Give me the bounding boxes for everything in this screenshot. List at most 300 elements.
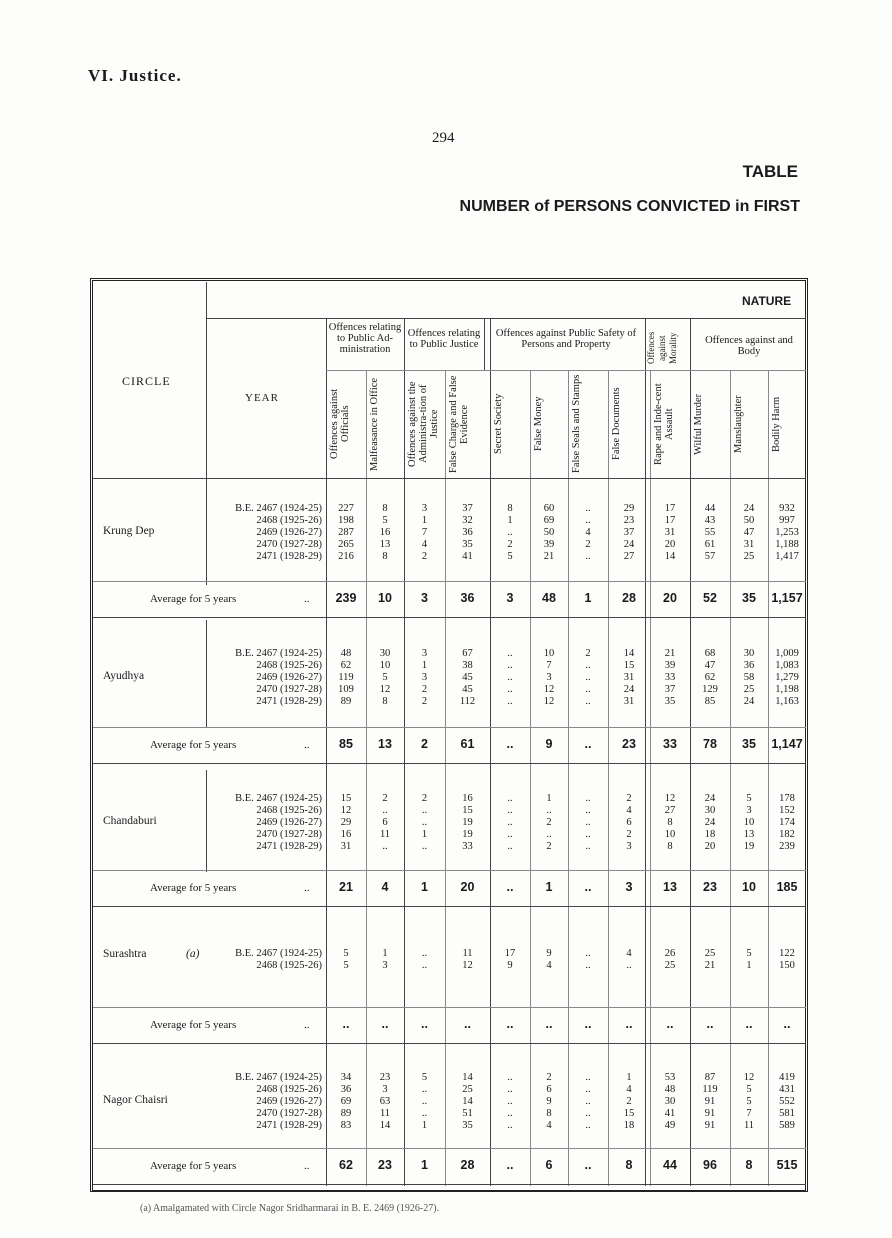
table-cell: 29 (623, 503, 635, 514)
table-cell: 1 (421, 660, 428, 671)
table-cell: 25 (704, 948, 716, 959)
table-cell: 12 (543, 696, 555, 707)
average-cell: .. (584, 880, 592, 894)
column-rule (206, 282, 207, 585)
table-cell: 129 (702, 684, 718, 695)
table-cell: 1 (421, 1120, 428, 1131)
table-cell: 30 (704, 805, 716, 816)
column-rule (206, 770, 207, 872)
table-cell: 37 (462, 503, 473, 514)
average-cell: 48 (542, 591, 556, 605)
table-cell: 4 (546, 960, 552, 971)
year-label: 2471 (1928-29) (256, 696, 322, 707)
table-cell: 119 (338, 672, 354, 683)
circle-name: Krung Dep (103, 525, 155, 537)
table-cell: 5 (382, 672, 388, 683)
table-cell: 4 (626, 805, 632, 816)
table-cell: .. (421, 817, 428, 828)
table-cell: 2 (382, 793, 388, 804)
table-cell: 5 (343, 960, 349, 971)
table-cell: 37 (664, 684, 676, 695)
group-morality: Offences against Morality (646, 331, 678, 365)
table-cell: 36 (743, 660, 755, 671)
table-cell: 30 (379, 648, 391, 659)
table-cell: 1,253 (775, 527, 799, 538)
year-label: B.E. 2467 (1924-25) (235, 793, 322, 804)
average-cell: 28 (622, 591, 636, 605)
row-rule (93, 1007, 806, 1008)
table-cell: 36 (462, 527, 473, 538)
table-cell: 2 (421, 551, 428, 562)
average-cell: 1,157 (771, 591, 803, 605)
average-cell: .. (506, 737, 514, 751)
table-cell: 419 (779, 1072, 795, 1083)
table-cell: 5 (746, 948, 752, 959)
table-cell: 17 (664, 503, 676, 514)
table-cell: 38 (462, 660, 473, 671)
table-cell: 20 (664, 539, 676, 550)
column-rule (568, 370, 569, 1186)
row-rule (93, 617, 806, 618)
average-cell: 13 (663, 880, 677, 894)
table-cell: 61 (704, 539, 716, 550)
table-cell: .. (585, 793, 591, 804)
column-header: Rape and Inde-cent Assault (653, 383, 675, 465)
average-cell: .. (584, 1158, 592, 1172)
average-label: Average for 5 years (150, 1019, 237, 1031)
average-cell: 78 (703, 737, 717, 751)
table-cell: 1,198 (775, 684, 799, 695)
table-cell: 62 (704, 672, 716, 683)
table-cell: 1,417 (775, 551, 799, 562)
table-cell: 8 (667, 817, 673, 828)
table-cell: 29 (340, 817, 352, 828)
average-cell: 3 (506, 591, 514, 605)
table-cell: 3 (421, 672, 428, 683)
table-cell: 68 (704, 648, 716, 659)
table-cell: .. (585, 1108, 591, 1119)
table-cell: 25 (743, 551, 755, 562)
average-cell: .. (421, 1017, 428, 1031)
table-cell: 18 (623, 1120, 635, 1131)
average-cell: 35 (742, 591, 756, 605)
table-cell: 14 (379, 1120, 391, 1131)
table-cell: 24 (743, 696, 755, 707)
table-cell: 20 (704, 841, 716, 852)
table-cell: 15 (623, 1108, 635, 1119)
circle-name: Ayudhya (103, 670, 145, 682)
table-cell: 216 (338, 551, 354, 562)
table-cell: 174 (779, 817, 795, 828)
column-rule (608, 370, 609, 1186)
circle-name: Surashtra (103, 948, 147, 960)
average-cell: 8 (745, 1158, 753, 1172)
table-cell: 122 (779, 948, 795, 959)
table-cell: 2 (626, 829, 632, 840)
table-cell: 1 (626, 1072, 632, 1083)
table-cell: .. (585, 672, 591, 683)
table-cell: .. (421, 1084, 428, 1095)
table-cell: .. (585, 660, 591, 671)
average-cell: 36 (460, 591, 475, 605)
table-cell: 33 (664, 672, 676, 683)
row-rule (93, 1148, 806, 1149)
table-cell: .. (585, 515, 591, 526)
table-cell: 2 (585, 539, 591, 550)
table-cell: .. (421, 1108, 428, 1119)
average-cell: 28 (460, 1158, 475, 1172)
table-cell: 265 (338, 539, 354, 550)
table-cell: 119 (702, 1084, 718, 1095)
table-cell: 8 (667, 841, 673, 852)
year-label: 2471 (1928-29) (256, 841, 322, 852)
table-cell: 10 (379, 660, 391, 671)
table-cell: 8 (507, 503, 513, 514)
column-rule (490, 318, 491, 1186)
average-cell: 13 (378, 737, 392, 751)
table-cell: 53 (664, 1072, 676, 1083)
table-cell: 11 (379, 1108, 391, 1119)
table-cell: 4 (626, 948, 632, 959)
average-cell: 10 (742, 880, 756, 894)
year-label: B.E. 2467 (1924-25) (235, 648, 322, 659)
table-cell: .. (507, 829, 513, 840)
table-cell: 25 (743, 684, 755, 695)
average-cell: 239 (335, 591, 357, 605)
average-cell: .. (506, 1017, 514, 1031)
table-cell: .. (507, 805, 513, 816)
table-cell: .. (421, 805, 428, 816)
table-cell: 50 (543, 527, 555, 538)
year-label: 2469 (1926-27) (256, 527, 322, 538)
table-cell: 2 (546, 841, 552, 852)
year-label: 2470 (1927-28) (256, 1108, 322, 1119)
average-cell: 44 (663, 1158, 677, 1172)
average-cell: 61 (460, 737, 475, 751)
table-cell: 4 (626, 1084, 632, 1095)
column-rule (445, 370, 446, 1186)
row-rule (93, 870, 806, 871)
table-cell: 12 (462, 960, 473, 971)
average-cell: 2 (421, 737, 428, 751)
average-cell: 20 (460, 880, 475, 894)
column-rule (530, 370, 531, 1186)
average-cell: 35 (742, 737, 756, 751)
year-label: 2471 (1928-29) (256, 1120, 322, 1131)
table-cell: 63 (379, 1096, 391, 1107)
average-cell: 8 (625, 1158, 633, 1172)
average-cell: 1 (421, 1158, 428, 1172)
table-cell: 3 (382, 960, 388, 971)
table-cell: 5 (746, 793, 752, 804)
table-cell: 10 (543, 648, 555, 659)
table-cell: .. (585, 1120, 591, 1131)
table-cell: 91 (704, 1096, 716, 1107)
table-cell: 69 (543, 515, 555, 526)
table-cell: 5 (746, 1084, 752, 1095)
table-cell: 83 (340, 1120, 352, 1131)
average-cell: 1 (421, 880, 428, 894)
average-cell: .. (783, 1017, 791, 1031)
average-cell: 20 (663, 591, 677, 605)
table-cell: .. (585, 841, 591, 852)
average-cell: .. (506, 1158, 514, 1172)
table-cell: 9 (546, 948, 552, 959)
table-cell: 17 (504, 948, 516, 959)
nature-header: NATURE (742, 294, 792, 308)
average-cell: 85 (339, 737, 353, 751)
table-cell: 6 (626, 817, 632, 828)
row-rule (326, 370, 806, 371)
table-cell: 6 (546, 1084, 552, 1095)
table-cell: 109 (338, 684, 354, 695)
table-cell: 9 (507, 960, 513, 971)
average-cell: .. (381, 1017, 389, 1031)
average-cell: 3 (421, 591, 428, 605)
table-cell: 7 (546, 660, 552, 671)
table-cell: .. (585, 817, 591, 828)
table-cell: 11 (743, 1120, 755, 1131)
table-cell: 15 (340, 793, 352, 804)
average-cell: .. (584, 737, 592, 751)
table-cell: 37 (623, 527, 635, 538)
table-cell: 1 (421, 515, 428, 526)
table-cell: 23 (623, 515, 635, 526)
table-cell: 14 (664, 551, 676, 562)
table-cell: 55 (704, 527, 716, 538)
average-cell: .. (745, 1017, 753, 1031)
table-cell: 25 (462, 1084, 473, 1095)
table-cell: 67 (462, 648, 473, 659)
table-cell: .. (546, 805, 552, 816)
table-cell: 32 (462, 515, 473, 526)
table-cell: 60 (543, 503, 555, 514)
table-cell: 2 (546, 1072, 552, 1083)
year-label: 2468 (1925-26) (256, 515, 322, 526)
table-cell: 36 (340, 1084, 352, 1095)
table-cell: 21 (704, 960, 716, 971)
table-cell: 112 (459, 696, 476, 707)
table-cell: 1 (382, 948, 388, 959)
table-cell: 35 (462, 1120, 473, 1131)
table-cell: 31 (743, 539, 755, 550)
table-cell: .. (507, 1096, 513, 1107)
average-cell: 6 (545, 1158, 553, 1172)
table-cell: 5 (343, 948, 349, 959)
year-label: 2469 (1926-27) (256, 672, 322, 683)
table-cell: .. (585, 1084, 591, 1095)
table-cell: 152 (779, 805, 795, 816)
year-label: 2468 (1925-26) (256, 1084, 322, 1095)
column-rule (366, 370, 367, 1186)
table-cell: 15 (623, 660, 635, 671)
average-label: Average for 5 years (150, 882, 237, 894)
table-cell: 14 (462, 1096, 473, 1107)
table-cell: 41 (462, 551, 473, 562)
average-cell: 1 (584, 591, 592, 605)
year-label: 2468 (1925-26) (256, 660, 322, 671)
column-header: Wilful Murder (693, 393, 704, 455)
table-cell: 6 (382, 817, 388, 828)
table-cell: 58 (743, 672, 755, 683)
table-cell: 26 (664, 948, 676, 959)
table-cell: .. (585, 696, 591, 707)
table-cell: .. (585, 829, 591, 840)
table-cell: 4 (546, 1120, 552, 1131)
table-cell: 45 (462, 684, 473, 695)
table-cell: 7 (746, 1108, 752, 1119)
table-cell: .. (585, 960, 591, 971)
table-cell: 12 (664, 793, 676, 804)
year-header: YEAR (245, 392, 279, 404)
column-rule (650, 370, 651, 1186)
table-cell: 57 (704, 551, 716, 562)
year-label: 2470 (1927-28) (256, 539, 322, 550)
table-cell: .. (507, 696, 513, 707)
average-cell: 33 (663, 737, 677, 751)
table-cell: .. (507, 817, 513, 828)
row-rule (93, 581, 806, 582)
group-public-safety: Offences against Public Safety of Persons and Property (495, 328, 637, 350)
table-cell: .. (421, 960, 428, 971)
table-cell: 49 (664, 1120, 676, 1131)
table-cell: 3 (421, 648, 428, 659)
table-cell: 2 (421, 696, 428, 707)
group-public-justice: Offences relating to Public Justice (407, 328, 481, 350)
table-cell: .. (382, 805, 388, 816)
table-cell: 5 (421, 1072, 428, 1083)
year-label: 2471 (1928-29) (256, 551, 322, 562)
table-cell: 43 (704, 515, 716, 526)
table-cell: 30 (664, 1096, 676, 1107)
row-rule (93, 1043, 806, 1044)
table-cell: .. (507, 660, 513, 671)
table-cell: 89 (340, 696, 352, 707)
table-cell: 21 (664, 648, 676, 659)
table-cell: .. (626, 960, 632, 971)
table-cell: .. (507, 1084, 513, 1095)
table-cell: 24 (704, 817, 716, 828)
table-cell: .. (421, 841, 428, 852)
table-cell: 552 (779, 1096, 795, 1107)
table-cell: .. (585, 1072, 591, 1083)
average-cell: .. (506, 880, 514, 894)
average-cell: 3 (625, 880, 633, 894)
table-cell: 198 (338, 515, 354, 526)
column-header: False Charge and False Evidence (448, 375, 470, 473)
table-cell: 150 (779, 960, 795, 971)
average-cell: 96 (703, 1158, 717, 1172)
table-cell: 7 (421, 527, 428, 538)
average-cell: 23 (703, 880, 717, 894)
table-cell: 2 (421, 684, 428, 695)
column-header: Manslaughter (733, 395, 744, 453)
table-cell: 39 (664, 660, 676, 671)
table-cell: 31 (623, 696, 635, 707)
table-cell: .. (382, 841, 388, 852)
group-person-body: Offences against and Body (705, 335, 793, 357)
circle-footnote-mark: (a) (186, 948, 200, 960)
table-cell: 31 (340, 841, 352, 852)
table-cell: 1,009 (775, 648, 799, 659)
table-cell: 17 (664, 515, 676, 526)
table-cell: 62 (340, 660, 352, 671)
group-public-administration: Offences relating to Public Ad-ministration (328, 322, 402, 355)
table-cell: 1,188 (775, 539, 799, 550)
table-cell: 5 (746, 1096, 752, 1107)
table-cell: 12 (743, 1072, 755, 1083)
average-cell: .. (545, 1017, 553, 1031)
table-cell: 3 (382, 1084, 388, 1095)
average-cell: 1 (545, 880, 553, 894)
column-rule (768, 370, 769, 1186)
average-cell: .. (342, 1017, 350, 1031)
table-cell: 15 (462, 805, 473, 816)
circle-header: CIRCLE (122, 374, 171, 388)
average-cell: 52 (703, 591, 717, 605)
table-cell: 18 (704, 829, 716, 840)
table-cell: 19 (462, 817, 473, 828)
table-cell: 12 (543, 684, 555, 695)
table-cell: 50 (743, 515, 755, 526)
table-cell: 39 (543, 539, 555, 550)
table-cell: 2 (421, 793, 428, 804)
table-cell: 31 (664, 527, 676, 538)
circle-name: Chandaburi (103, 815, 157, 827)
year-label: 2470 (1927-28) (256, 684, 322, 695)
table-cell: 589 (779, 1120, 795, 1131)
year-label: B.E. 2467 (1924-25) (235, 948, 322, 959)
table-cell: 13 (743, 829, 755, 840)
table-cell: 182 (779, 829, 795, 840)
average-cell: 4 (381, 880, 389, 894)
table-cell: 10 (664, 829, 676, 840)
average-label: Average for 5 years (150, 593, 237, 605)
table-cell: 89 (340, 1108, 352, 1119)
column-rule (404, 318, 405, 1186)
table-cell: 8 (382, 503, 388, 514)
table-cell: 4 (585, 527, 591, 538)
average-cell: .. (464, 1017, 471, 1031)
table-cell: 1 (746, 960, 752, 971)
table-cell: .. (585, 684, 591, 695)
table-cell: 12 (379, 684, 391, 695)
row-rule (206, 318, 806, 319)
table-cell: 45 (462, 672, 473, 683)
average-cell: 9 (545, 737, 553, 751)
column-header: False Seals and Stamps (571, 374, 582, 474)
row-rule (93, 727, 806, 728)
column-header: False Documents (611, 387, 622, 461)
column-rule (326, 318, 327, 1186)
average-cell: 23 (378, 1158, 392, 1172)
section-title: VI. Justice. (88, 66, 182, 85)
table-cell: 5 (507, 551, 513, 562)
circle-name: Nagor Chaisri (103, 1094, 168, 1106)
table-cell: 35 (462, 539, 473, 550)
table-cell: 8 (382, 696, 388, 707)
average-cell: .. (584, 1017, 592, 1031)
table-cell: 21 (543, 551, 555, 562)
table-cell: 27 (664, 805, 676, 816)
average-leader: .. (304, 882, 310, 894)
table-cell: 14 (623, 648, 635, 659)
table-cell: 44 (704, 503, 716, 514)
table-cell: .. (421, 948, 428, 959)
table-cell: 85 (704, 696, 716, 707)
average-label: Average for 5 years (150, 1160, 237, 1172)
table-cell: .. (507, 793, 513, 804)
